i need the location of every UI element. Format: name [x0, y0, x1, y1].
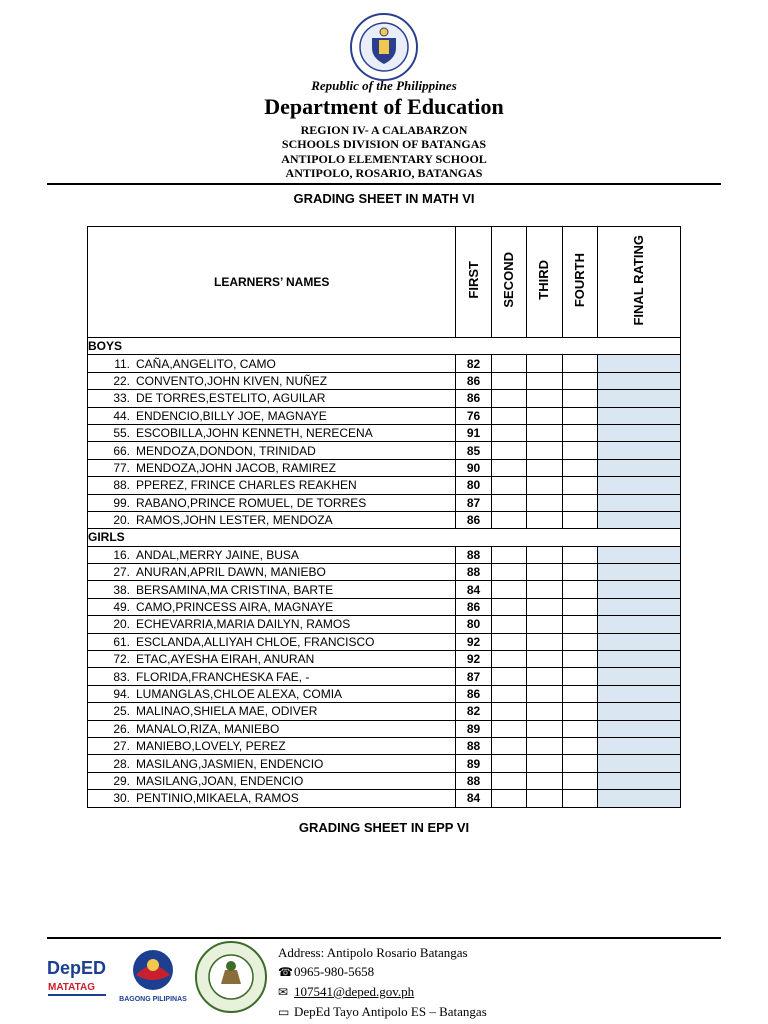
third-quarter-grade	[527, 703, 562, 720]
fourth-quarter-grade	[562, 598, 597, 615]
learner-number: 20.	[113, 617, 130, 632]
first-quarter-grade: 86	[456, 390, 491, 407]
learner-name: MALINAO,SHIELA MAE, ODIVER	[136, 704, 318, 719]
third-quarter-grade	[527, 633, 562, 650]
second-quarter-grade	[491, 424, 526, 441]
fourth-quarter-grade	[562, 477, 597, 494]
learner-name: MASILANG,JOAN, ENDENCIO	[136, 773, 304, 788]
second-quarter-grade	[491, 790, 526, 807]
learner-row	[88, 720, 681, 737]
third-quarter-grade	[527, 772, 562, 789]
fourth-quarter-grade	[562, 390, 597, 407]
learner-number: 26.	[113, 721, 130, 736]
learner-number: 72.	[113, 652, 130, 667]
final-rating-cell	[597, 424, 680, 441]
second-quarter-grade	[491, 407, 526, 424]
learner-row	[88, 372, 681, 389]
final-rating-cell	[597, 581, 680, 598]
learner-name-cell	[88, 633, 456, 650]
svg-text:MATATAG: MATATAG	[48, 982, 96, 993]
learner-number: 49.	[113, 600, 130, 615]
footer-email-line	[278, 982, 487, 1002]
fourth-quarter-grade	[562, 442, 597, 459]
third-quarter-grade	[527, 616, 562, 633]
learner-number: 30.	[113, 791, 130, 806]
group-row-girls	[88, 529, 681, 546]
final-rating-cell	[597, 598, 680, 615]
learner-name: BERSAMINA,MA CRISTINA, BARTE	[136, 582, 334, 597]
final-rating-cell	[597, 616, 680, 633]
learner-name: LUMANGLAS,CHLOE ALEXA, COMIA	[136, 687, 343, 701]
svg-text:DepED: DepED	[47, 958, 107, 978]
fourth-quarter-grade	[562, 459, 597, 476]
learner-number: 22.	[113, 373, 130, 388]
final-rating-cell	[597, 494, 680, 511]
learner-number: 66.	[113, 443, 130, 458]
table-header-row	[88, 227, 681, 338]
group-label-girls: GIRLS	[88, 529, 681, 546]
school-address: ANTIPOLO, ROSARIO, BATANGAS	[285, 166, 483, 180]
learner-name: MASILANG,JASMIEN, ENDENCIO	[136, 756, 324, 771]
third-quarter-grade	[527, 668, 562, 685]
third-quarter-grade	[527, 372, 562, 389]
final-rating-cell	[597, 442, 680, 459]
footer-phone: 0965-980-5658	[294, 964, 375, 979]
third-quarter-grade	[527, 581, 562, 598]
learner-name: ESCLANDA,ALLIYAH CHLOE, FRANCISCO	[136, 634, 375, 649]
final-rating-cell	[597, 511, 680, 528]
learner-number: 27.	[113, 739, 130, 754]
learner-name: PPEREZ, FRINCE CHARLES REAKHEN	[136, 478, 357, 493]
col-header-second: SECOND	[491, 227, 526, 338]
second-quarter-grade	[491, 616, 526, 633]
final-rating-cell	[597, 546, 680, 563]
learner-name: FLORIDA,FRANCHESKA FAE, -	[136, 669, 310, 684]
footer-phone-line	[278, 962, 487, 982]
footer-page: DepEd Tayo Antipolo ES – Batangas	[294, 1004, 487, 1019]
learner-name-cell	[88, 720, 456, 737]
second-quarter-grade	[491, 511, 526, 528]
learner-name: RABANO,PRINCE ROMUEL, DE TORRES	[136, 495, 367, 510]
second-quarter-grade	[491, 598, 526, 615]
second-quarter-grade	[491, 737, 526, 754]
first-quarter-grade: 87	[456, 668, 491, 685]
first-quarter-grade: 88	[456, 564, 491, 581]
third-quarter-grade	[527, 494, 562, 511]
first-quarter-grade: 87	[456, 494, 491, 511]
learner-name-cell	[88, 546, 456, 563]
deped-matatag-logo	[45, 950, 111, 1002]
final-rating-cell	[597, 755, 680, 772]
learner-name: PENTINIO,MIKAELA, RAMOS	[136, 791, 299, 806]
second-quarter-grade	[491, 494, 526, 511]
learner-row	[88, 737, 681, 754]
first-quarter-grade: 84	[456, 581, 491, 598]
fourth-quarter-grade	[562, 685, 597, 702]
contact-info	[278, 943, 487, 1022]
second-quarter-grade	[491, 372, 526, 389]
first-quarter-grade: 88	[456, 546, 491, 563]
second-quarter-grade	[491, 442, 526, 459]
learner-number: 55.	[113, 426, 130, 441]
second-quarter-grade	[491, 633, 526, 650]
learner-row	[88, 459, 681, 476]
third-quarter-grade	[527, 564, 562, 581]
learner-name-cell	[88, 442, 456, 459]
first-quarter-grade: 88	[456, 737, 491, 754]
final-rating-cell	[597, 720, 680, 737]
third-quarter-grade	[527, 720, 562, 737]
second-quarter-grade	[491, 720, 526, 737]
col-header-fourth: FOURTH	[562, 227, 597, 338]
learner-row	[88, 407, 681, 424]
header-divider	[47, 183, 721, 185]
third-quarter-grade	[527, 737, 562, 754]
second-quarter-grade	[491, 459, 526, 476]
fourth-quarter-grade	[562, 737, 597, 754]
learner-number: 28.	[113, 756, 130, 771]
learner-name-cell	[88, 511, 456, 528]
third-quarter-grade	[527, 355, 562, 372]
final-rating-cell	[597, 355, 680, 372]
fourth-quarter-grade	[562, 511, 597, 528]
bagong-pilipinas-logo	[118, 945, 188, 1005]
learner-number: 61.	[113, 634, 130, 649]
group-row-boys	[88, 338, 681, 355]
col-header-names: LEARNERS’ NAMES	[88, 227, 456, 338]
learner-number: 16.	[113, 547, 130, 562]
final-rating-cell	[597, 407, 680, 424]
third-quarter-grade	[527, 424, 562, 441]
third-quarter-grade	[527, 477, 562, 494]
fourth-quarter-grade	[562, 424, 597, 441]
first-quarter-grade: 86	[456, 598, 491, 615]
group-label-boys: BOYS	[88, 338, 681, 355]
fourth-quarter-grade	[562, 633, 597, 650]
department-name: Department of Education	[264, 94, 504, 119]
learner-name-cell	[88, 424, 456, 441]
second-quarter-grade	[491, 564, 526, 581]
third-quarter-grade	[527, 546, 562, 563]
learner-row	[88, 546, 681, 563]
final-rating-cell	[597, 390, 680, 407]
learner-name-cell	[88, 355, 456, 372]
final-rating-cell	[597, 459, 680, 476]
next-sheet-title: GRADING SHEET IN EPP VI	[298, 820, 470, 835]
learner-number: 77.	[113, 460, 130, 475]
learner-number: 29.	[113, 773, 130, 788]
footer-address: Address: Antipolo Rosario Batangas	[278, 945, 468, 960]
fourth-quarter-grade	[562, 720, 597, 737]
col-header-third: THIRD	[527, 227, 562, 338]
second-quarter-grade	[491, 651, 526, 668]
learner-name-cell	[88, 737, 456, 754]
learner-row	[88, 390, 681, 407]
third-quarter-grade	[527, 651, 562, 668]
fourth-quarter-grade	[562, 703, 597, 720]
learner-name: DE TORRES,ESTELITO, AGUILAR	[136, 391, 326, 406]
table-body	[88, 338, 681, 808]
fourth-quarter-grade	[562, 407, 597, 424]
fourth-quarter-grade	[562, 790, 597, 807]
fourth-quarter-grade	[562, 616, 597, 633]
learner-name: MANIEBO,LOVELY, PEREZ	[136, 739, 286, 754]
learner-name-cell	[88, 372, 456, 389]
email-icon: ✉	[278, 985, 289, 999]
fourth-quarter-grade	[562, 372, 597, 389]
learner-name-cell	[88, 477, 456, 494]
fourth-quarter-grade	[562, 668, 597, 685]
final-rating-cell	[597, 564, 680, 581]
learner-number: 25.	[113, 704, 130, 719]
final-rating-cell	[597, 372, 680, 389]
learner-row	[88, 668, 681, 685]
second-quarter-grade	[491, 772, 526, 789]
third-quarter-grade	[527, 407, 562, 424]
second-quarter-grade	[491, 668, 526, 685]
first-quarter-grade: 76	[456, 407, 491, 424]
first-quarter-grade: 82	[456, 355, 491, 372]
learner-row	[88, 581, 681, 598]
learner-name: ESCOBILLA,JOHN KENNETH, NERECENA	[136, 426, 373, 441]
learner-number: 27.	[113, 565, 130, 580]
learner-name-cell	[88, 616, 456, 633]
fourth-quarter-grade	[562, 755, 597, 772]
learner-name: MENDOZA,DONDON, TRINIDAD	[136, 443, 316, 458]
third-quarter-grade	[527, 390, 562, 407]
first-quarter-grade: 92	[456, 633, 491, 650]
learner-name-cell	[88, 772, 456, 789]
second-quarter-grade	[491, 703, 526, 720]
third-quarter-grade	[527, 598, 562, 615]
learner-row	[88, 685, 681, 702]
learner-row	[88, 616, 681, 633]
first-quarter-grade: 86	[456, 685, 491, 702]
learner-name: CAMO,PRINCESS AIRA, MAGNAYE	[136, 600, 334, 615]
footer-divider	[47, 937, 721, 939]
learner-name-cell	[88, 390, 456, 407]
learner-name-cell	[88, 407, 456, 424]
learner-number: 44.	[113, 408, 130, 423]
learner-name: RAMOS,JOHN LESTER, MENDOZA	[136, 513, 333, 528]
final-rating-cell	[597, 737, 680, 754]
learner-number: 88.	[113, 478, 130, 493]
learner-row	[88, 424, 681, 441]
learner-name: ECHEVARRIA,MARIA DAILYN, RAMOS	[136, 617, 351, 632]
first-quarter-grade: 89	[456, 720, 491, 737]
learner-name-cell	[88, 668, 456, 685]
first-quarter-grade: 82	[456, 703, 491, 720]
deped-seal-logo	[349, 12, 419, 82]
learner-row	[88, 633, 681, 650]
second-quarter-grade	[491, 546, 526, 563]
phone-icon: ☎	[278, 965, 293, 979]
grading-table	[87, 226, 681, 808]
fourth-quarter-grade	[562, 494, 597, 511]
fourth-quarter-grade	[562, 564, 597, 581]
fourth-quarter-grade	[562, 581, 597, 598]
first-quarter-grade: 86	[456, 372, 491, 389]
final-rating-cell	[597, 703, 680, 720]
school-seal-logo	[194, 940, 268, 1014]
first-quarter-grade: 80	[456, 616, 491, 633]
first-quarter-grade: 89	[456, 755, 491, 772]
learner-number: 99.	[113, 495, 130, 510]
learner-number: 83.	[113, 669, 130, 684]
sheet-title: GRADING SHEET IN MATH VI	[293, 191, 475, 206]
first-quarter-grade: 85	[456, 442, 491, 459]
second-quarter-grade	[491, 355, 526, 372]
division-label: SCHOOLS DIVISION OF BATANGAS	[281, 137, 487, 151]
third-quarter-grade	[527, 442, 562, 459]
learner-row	[88, 703, 681, 720]
republic-label: Republic of the Philippines	[311, 78, 457, 93]
footer-email-link[interactable]: 107541@deped.gov.ph	[294, 984, 415, 999]
learner-name: ENDENCIO,BILLY JOE, MAGNAYE	[136, 408, 327, 423]
final-rating-cell	[597, 772, 680, 789]
learner-name-cell	[88, 459, 456, 476]
learner-name-cell	[88, 564, 456, 581]
learner-number: 33.	[113, 391, 130, 406]
learner-row	[88, 598, 681, 615]
final-rating-cell	[597, 685, 680, 702]
second-quarter-grade	[491, 755, 526, 772]
second-quarter-grade	[491, 685, 526, 702]
fourth-quarter-grade	[562, 651, 597, 668]
first-quarter-grade: 90	[456, 459, 491, 476]
first-quarter-grade: 88	[456, 772, 491, 789]
computer-icon: ▭	[278, 1005, 290, 1019]
learner-row	[88, 564, 681, 581]
learner-name-cell	[88, 494, 456, 511]
learner-row	[88, 477, 681, 494]
learner-name: MENDOZA,JOHN JACOB, RAMIREZ	[136, 460, 337, 475]
learner-name: MANALO,RIZA, MANIEBO	[136, 721, 280, 736]
learner-name: ANDAL,MERRY JAINE, BUSA	[136, 547, 299, 562]
third-quarter-grade	[527, 459, 562, 476]
learner-row	[88, 790, 681, 807]
fourth-quarter-grade	[562, 772, 597, 789]
learner-name-cell	[88, 755, 456, 772]
footer-page-line	[278, 1002, 487, 1022]
final-rating-cell	[597, 651, 680, 668]
region-label: REGION IV- A CALABARZON	[300, 123, 468, 137]
learner-name: ANURAN,APRIL DAWN, MANIEBO	[136, 565, 326, 580]
first-quarter-grade: 92	[456, 651, 491, 668]
fourth-quarter-grade	[562, 355, 597, 372]
learner-name: CONVENTO,JOHN KIVEN, NUÑEZ	[136, 373, 328, 388]
final-rating-cell	[597, 633, 680, 650]
learner-row	[88, 511, 681, 528]
learner-name-cell	[88, 651, 456, 668]
final-rating-cell	[597, 668, 680, 685]
final-rating-cell	[597, 790, 680, 807]
col-header-final-rating: FINAL RATING	[597, 227, 680, 338]
learner-number: 38.	[113, 582, 130, 597]
first-quarter-grade: 91	[456, 424, 491, 441]
learner-row	[88, 772, 681, 789]
fourth-quarter-grade	[562, 546, 597, 563]
learner-row	[88, 442, 681, 459]
first-quarter-grade: 80	[456, 477, 491, 494]
second-quarter-grade	[491, 477, 526, 494]
learner-number: 11.	[114, 356, 130, 371]
learner-number: 94.	[113, 687, 130, 701]
learner-name-cell	[88, 685, 456, 702]
school-name: ANTIPOLO ELEMENTARY SCHOOL	[281, 152, 487, 166]
third-quarter-grade	[527, 511, 562, 528]
first-quarter-grade: 86	[456, 511, 491, 528]
learner-row	[88, 755, 681, 772]
final-rating-cell	[597, 477, 680, 494]
svg-text:BAGONG PILIPINAS: BAGONG PILIPINAS	[119, 996, 187, 1003]
first-quarter-grade: 84	[456, 790, 491, 807]
learner-name-cell	[88, 598, 456, 615]
learner-name: CAÑA,ANGELITO, CAMO	[136, 356, 276, 371]
learner-row	[88, 651, 681, 668]
third-quarter-grade	[527, 685, 562, 702]
learner-row	[88, 355, 681, 372]
second-quarter-grade	[491, 581, 526, 598]
col-header-first: FIRST	[456, 227, 491, 338]
third-quarter-grade	[527, 790, 562, 807]
second-quarter-grade	[491, 390, 526, 407]
learner-number: 20.	[113, 513, 130, 528]
learner-name-cell	[88, 790, 456, 807]
learner-name-cell	[88, 581, 456, 598]
third-quarter-grade	[527, 755, 562, 772]
learner-name: ETAC,AYESHA EIRAH, ANURAN	[136, 652, 315, 667]
learner-name-cell	[88, 703, 456, 720]
learner-row	[88, 494, 681, 511]
